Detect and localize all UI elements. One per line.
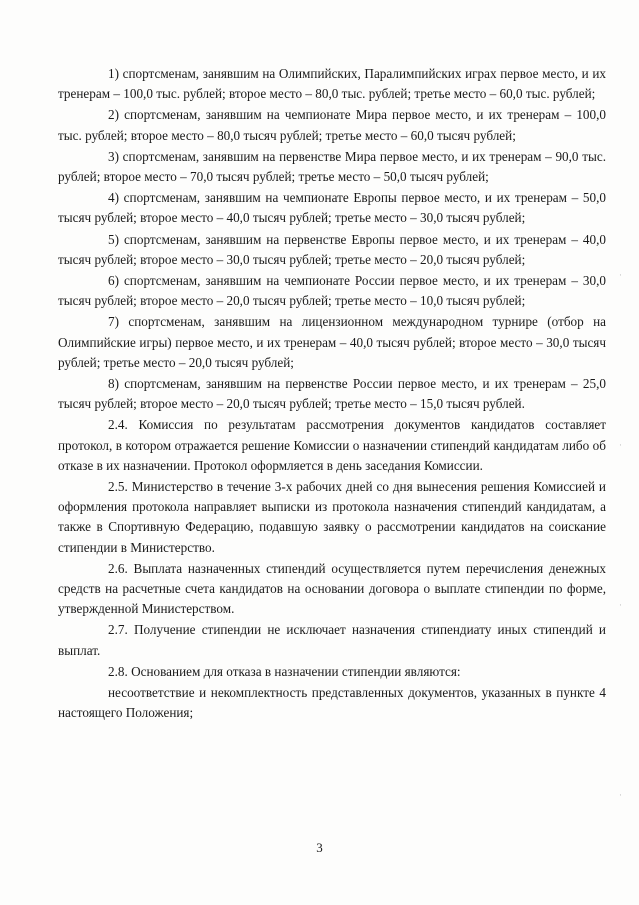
scan-artifact: · — [619, 790, 622, 800]
award-item-4: 4) спортсменам, занявшим на чемпионате Европы первое место, и их тренерам – 50,0 тысяч рублей; второе место – 40,0 тысяч рублей; третье место – 30,0 тысяч рублей; — [58, 190, 606, 226]
clause-2-5: 2.5. Министерство в течение 3-х рабочих дней со дня вынесения решения Комиссией и оформления протокола направляет выписки из протокола назначения стипендий кандидатам, а также в Спортивную Федерацию, подавшую заявку о рассмотрении кандидатов на соискание стипендии в Министерство. — [58, 479, 606, 555]
award-item-7: 7) спортсменам, занявшим на лицензионном международном турнире (отбор на Олимпийские игры) первое место, и их тренерам – 40,0 тысяч рублей; второе место – 30,0 тысяч рублей; третье место – 20,0 тысяч рублей; — [58, 314, 606, 370]
clause-2-7: 2.7. Получение стипендии не исключает назначения стипендиату иных стипендий и выплат. — [58, 622, 606, 658]
clause-2-6: 2.6. Выплата назначенных стипендий осуществляется путем перечисления денежных средств на расчетные счета кандидатов на основании договора о выплате стипендии по форме, утвержденной Министерством. — [58, 560, 606, 617]
scan-artifact: · — [619, 270, 622, 280]
award-item-8: 8) спортсменам, занявшим на первенстве России первое место, и их тренерам – 25,0 тысяч рублей; второе место – 20,0 тысяч рублей; третье место – 15,0 тысяч рублей. — [58, 376, 606, 412]
clause-2-4: 2.4. Комиссия по результатам рассмотрения документов кандидатов составляет протокол, в котором отражается решение Комиссии о назначении стипендий кандидатам либо об отказе в их назначении. Протокол оформляется в день заседания Комиссии. — [58, 417, 606, 473]
award-item-6: 6) спортсменам, занявшим на чемпионате России первое место, и их тренерам – 30,0 тысяч рублей; второе место – 20,0 тысяч рублей; третье место – 10,0 тысяч рублей; — [58, 273, 606, 309]
award-item-5: 5) спортсменам, занявшим на первенстве Европы первое место, и их тренерам – 40,0 тысяч рублей; второе место – 30,0 тысяч рублей; третье место – 20,0 тысяч рублей; — [58, 231, 606, 267]
award-item-1: 1) спортсменам, занявшим на Олимпийских, Паралимпийских играх первое место, и их тренерам – 100,0 тыс. рублей; второе место – 80,0 тыс. рублей; третье место – 60,0 тыс. рублей; — [58, 66, 606, 102]
award-item-2: 2) спортсменам, занявшим на чемпионате Мира первое место, и их тренерам – 100,0 тыс. рублей; второе место – 80,0 тысяч рублей; третье место – 60,0 тысяч рублей; — [58, 107, 606, 143]
scan-artifact: · — [619, 600, 622, 610]
scan-artifact: · — [619, 440, 622, 450]
clause-2-8: 2.8. Основанием для отказа в назначении стипендии являются: — [108, 663, 461, 679]
page-number: 3 — [316, 840, 323, 855]
document-body — [58, 64, 606, 725]
award-item-3: 3) спортсменам, занявшим на первенстве Мира первое место, и их тренерам – 90,0 тыс. рублей; второе место – 70,0 тысяч рублей; третье место – 50,0 тысяч рублей; — [58, 148, 606, 185]
clause-2-8-reason-1: несоответствие и некомплектность представленных документов, указанных в пункте 4 настоящего Положения; — [58, 685, 606, 721]
